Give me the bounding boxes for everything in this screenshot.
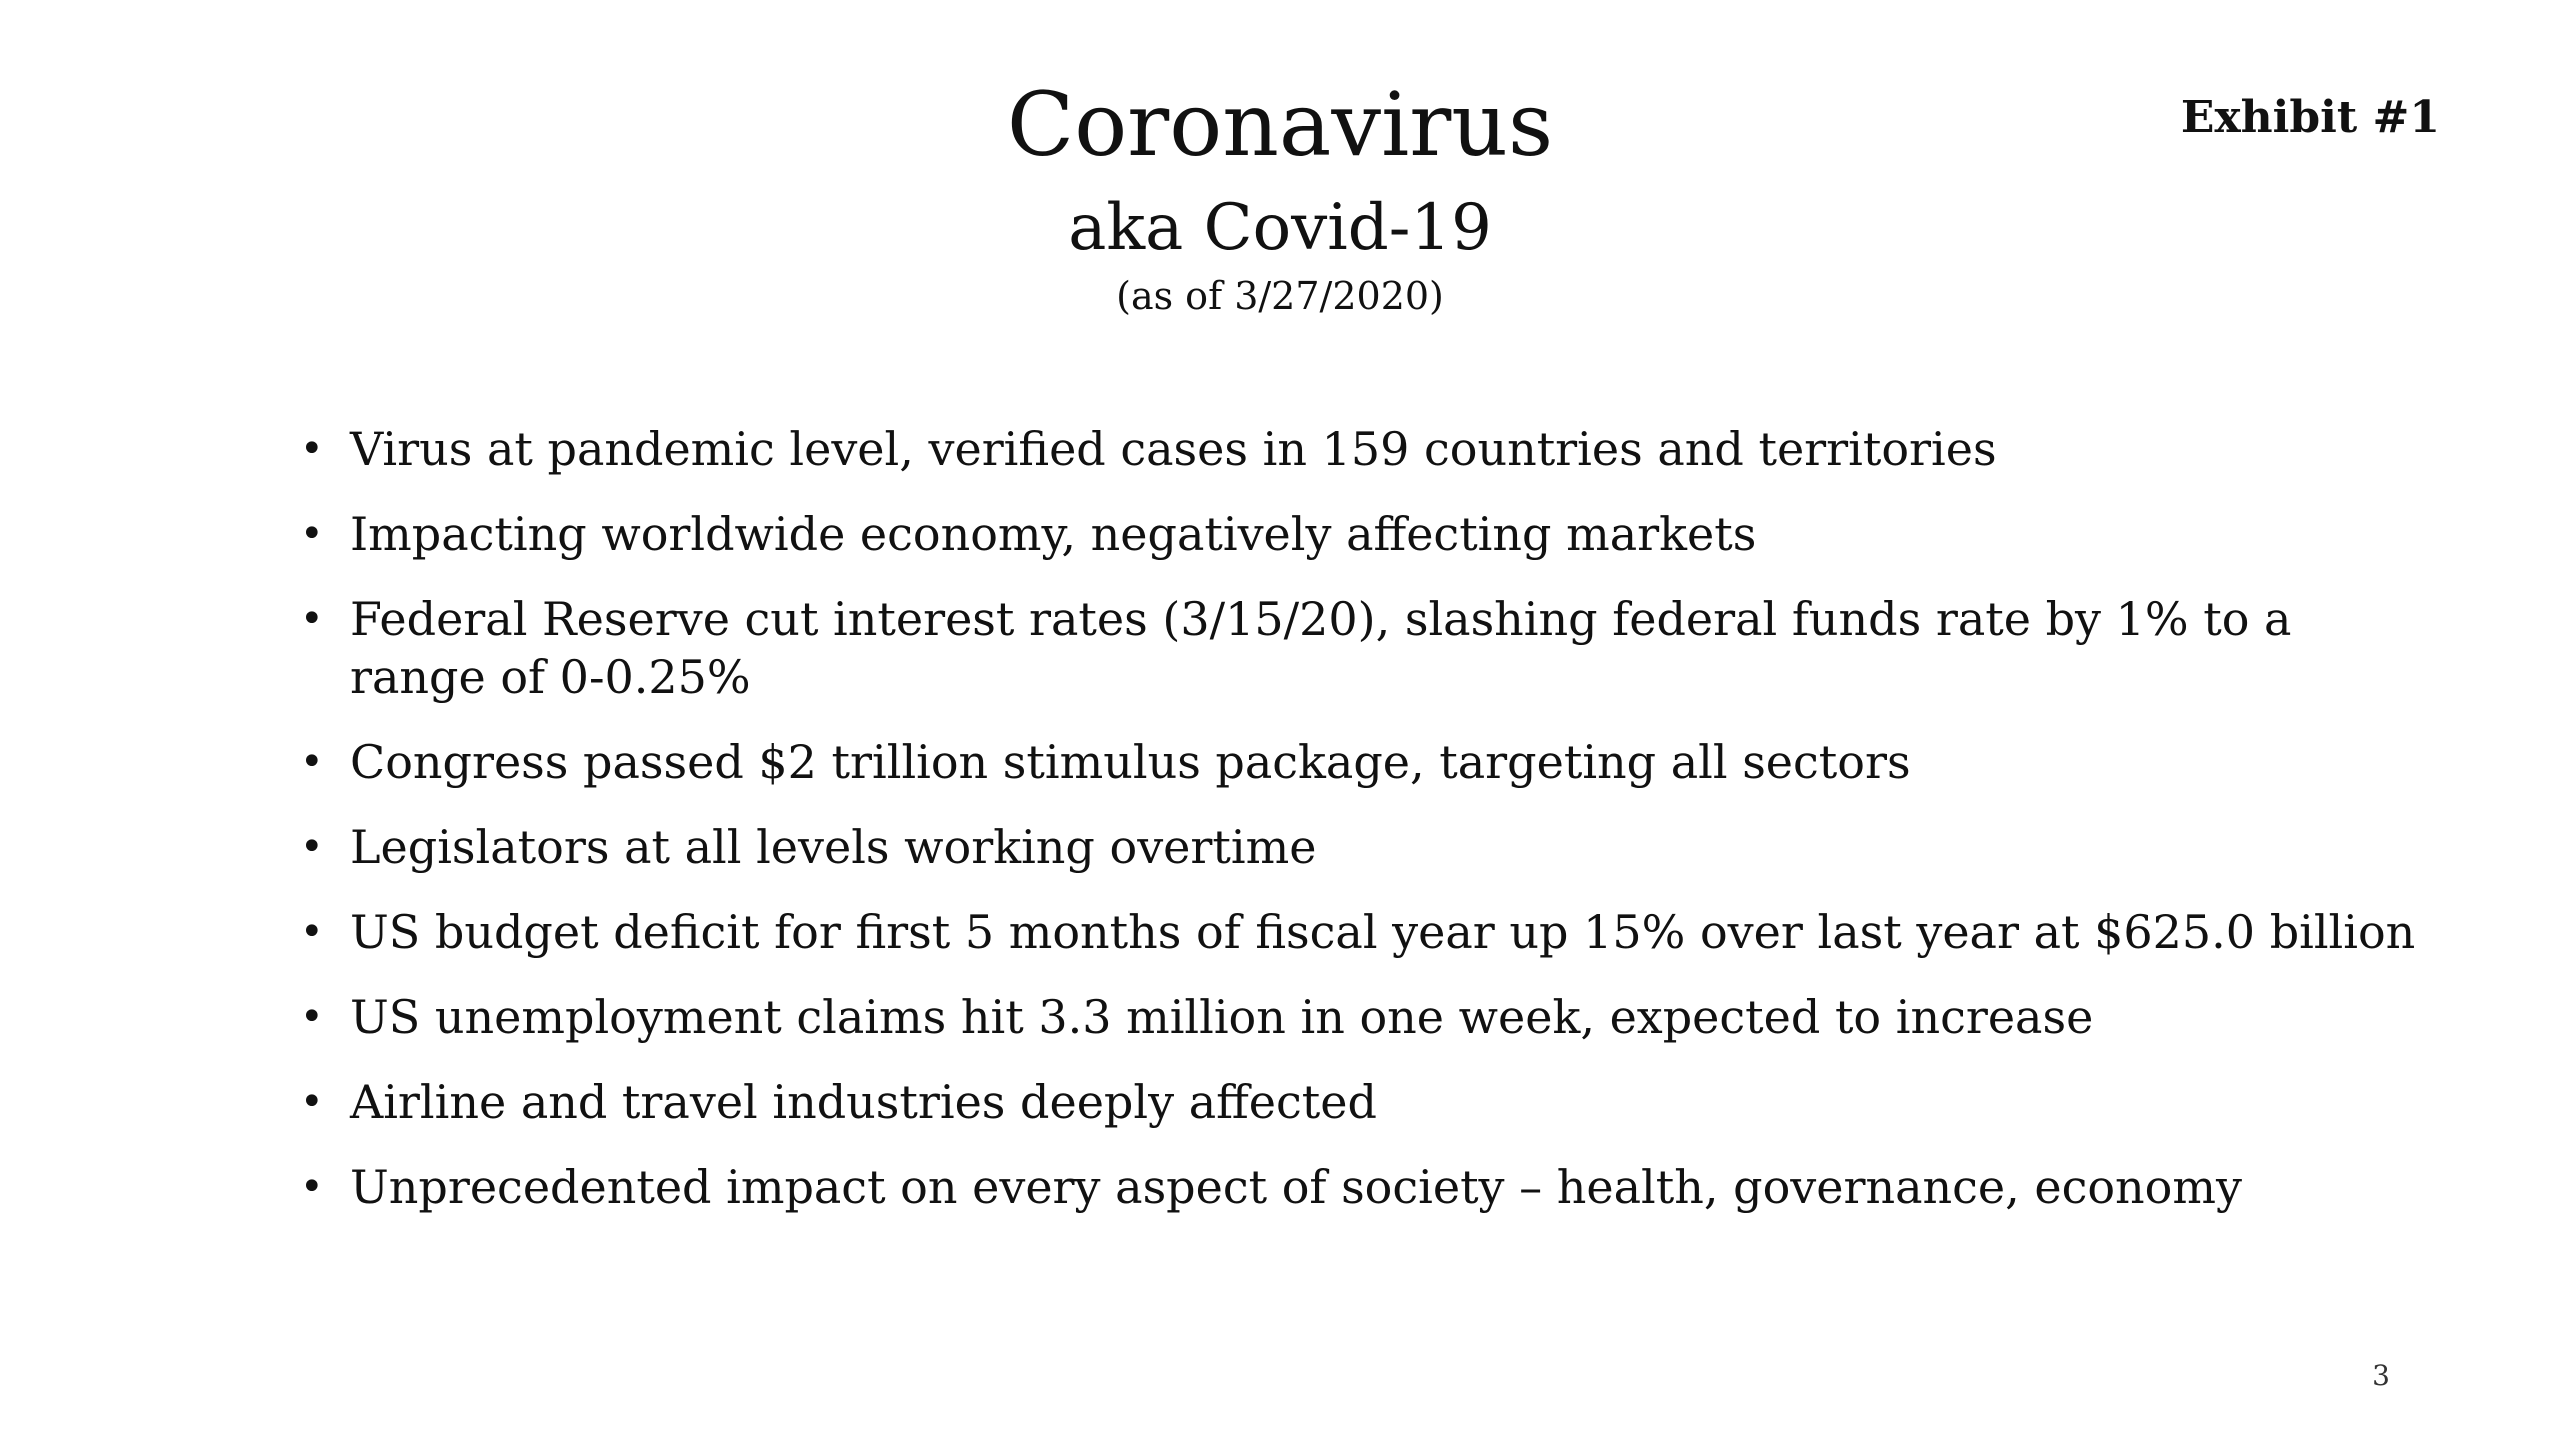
as-of-date: (as of 3/27/2020) [1116,274,1444,318]
bullet-item: • Impacting worldwide economy, negatively affecting markets [300,505,2420,563]
bullet-item: • Legislators at all levels working overtime [300,818,2420,876]
bullet-item: • Unprecedented impact on every aspect of society – health, governance, economy [300,1158,2420,1216]
slide-title: Coronavirus [1006,73,1554,176]
bullet-list [300,420,2420,1243]
bullet-item: • Airline and travel industries deeply affected [300,1073,2420,1131]
bullet-item: • Federal Reserve cut interest rates (3/15/20), slashing federal funds rate by 1% to a range of 0-0.25% [300,590,2420,706]
bullet-item: • US unemployment claims hit 3.3 million in one week, expected to increase [300,988,2420,1046]
bullet-item: • Congress passed $2 trillion stimulus package, targeting all sectors [300,733,2420,791]
page-number: 3 [2372,1359,2390,1392]
bullet-item: • Virus at pandemic level, verified cases in 159 countries and territories [300,420,2420,478]
exhibit-label: Exhibit #1 [2180,92,2440,143]
bullet-item: • US budget deficit for first 5 months of fiscal year up 15% over last year at $625.0 billion [300,903,2420,961]
slide-subtitle: aka Covid-19 [1068,191,1492,265]
